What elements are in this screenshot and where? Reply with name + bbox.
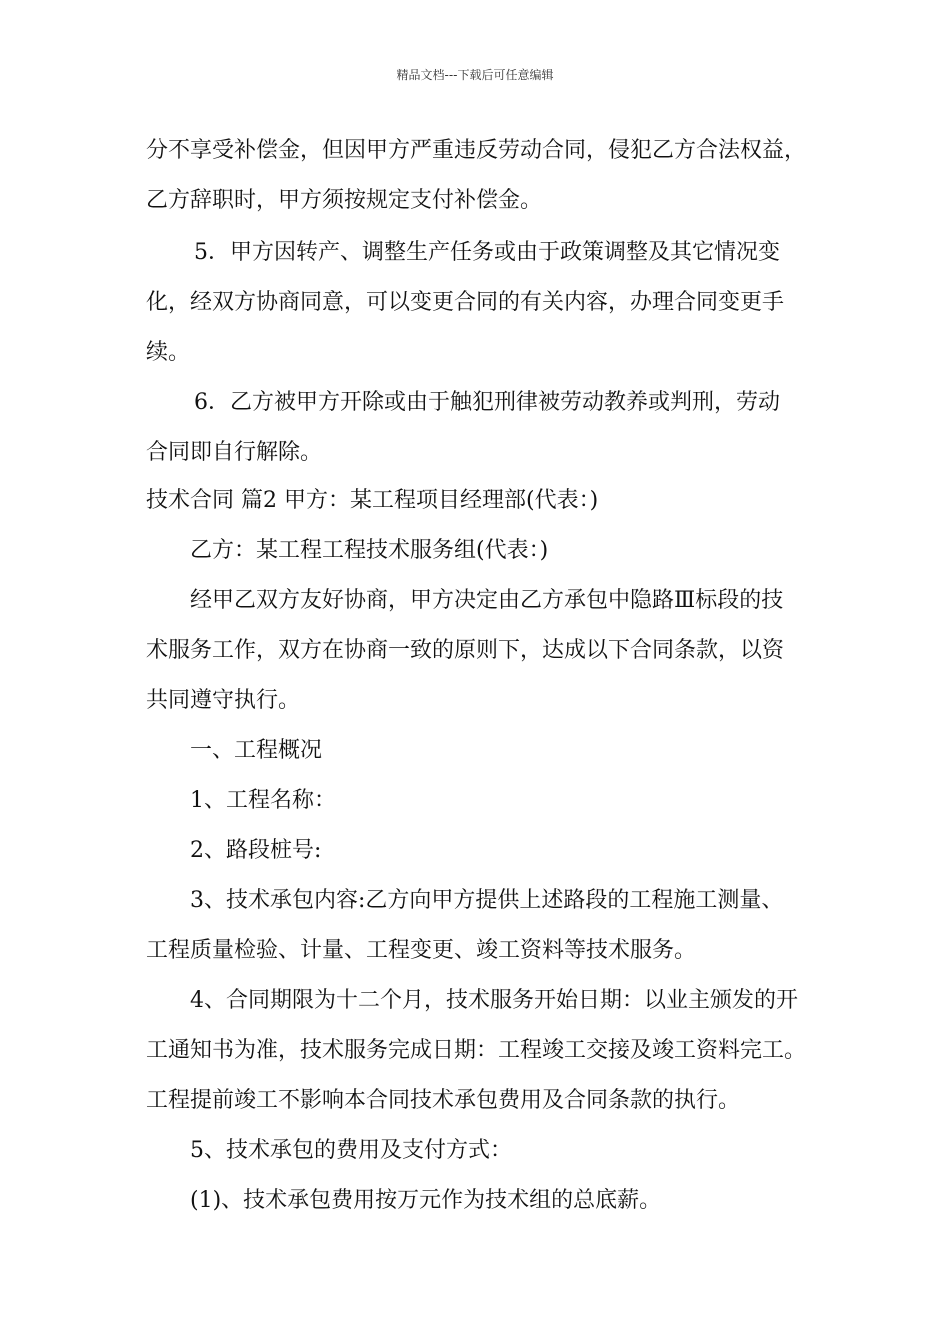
page-header: 精品文档---下载后可任意编辑 [396, 68, 554, 82]
paragraph-line: 经甲乙双方友好协商，甲方决定由乙方承包中隐路Ⅲ标段的技 [190, 588, 784, 613]
paragraph-line: (1)、技术承包费用按万元作为技术组的总底薪。 [190, 1188, 662, 1213]
paragraph-line: 化，经双方协商同意，可以变更合同的有关内容，办理合同变更手 [146, 290, 785, 315]
paragraph-line: 4、合同期限为十二个月，技术服务开始日期：以业主颁发的开 [190, 988, 798, 1013]
paragraph-line: 1、工程名称： [190, 788, 336, 813]
paragraph-line: 术服务工作，双方在协商一致的原则下，达成以下合同条款，以资 [146, 638, 785, 663]
paragraph-line: 工程质量检验、计量、工程变更、竣工资料等技术服务。 [146, 938, 697, 963]
paragraph-line: 6．乙方被甲方开除或由于触犯刑律被劳动教养或判刑，劳动 [194, 390, 780, 415]
section-heading: 技术合同 篇2 甲方：某工程项目经理部(代表：) [146, 488, 599, 513]
paragraph-line: 2、路段桩号: [190, 838, 322, 863]
paragraph-line: 一、工程概况 [190, 738, 323, 763]
paragraph-line: 工程提前竣工不影响本合同技术承包费用及合同条款的执行。 [146, 1088, 741, 1113]
paragraph-line: 5．甲方因转产、调整生产任务或由于政策调整及其它情况变 [194, 240, 780, 265]
paragraph-line: 3、技术承包内容:乙方向甲方提供上述路段的工程施工测量、 [190, 888, 784, 913]
paragraph-line: 分不享受补偿金，但因甲方严重违反劳动合同，侵犯乙方合法权益， [146, 138, 807, 163]
paragraph-line: 续。 [146, 340, 191, 365]
paragraph-line: 乙方辞职时，甲方须按规定支付补偿金。 [146, 188, 543, 213]
paragraph-line: 工通知书为准，技术服务完成日期：工程竣工交接及竣工资料完工。 [146, 1038, 807, 1063]
paragraph-line: 共同遵守执行。 [146, 688, 301, 713]
paragraph-line: 乙方：某工程工程技术服务组(代表：) [190, 538, 549, 563]
paragraph-line: 合同即自行解除。 [146, 440, 323, 465]
paragraph-line: 5、技术承包的费用及支付方式： [190, 1138, 512, 1163]
